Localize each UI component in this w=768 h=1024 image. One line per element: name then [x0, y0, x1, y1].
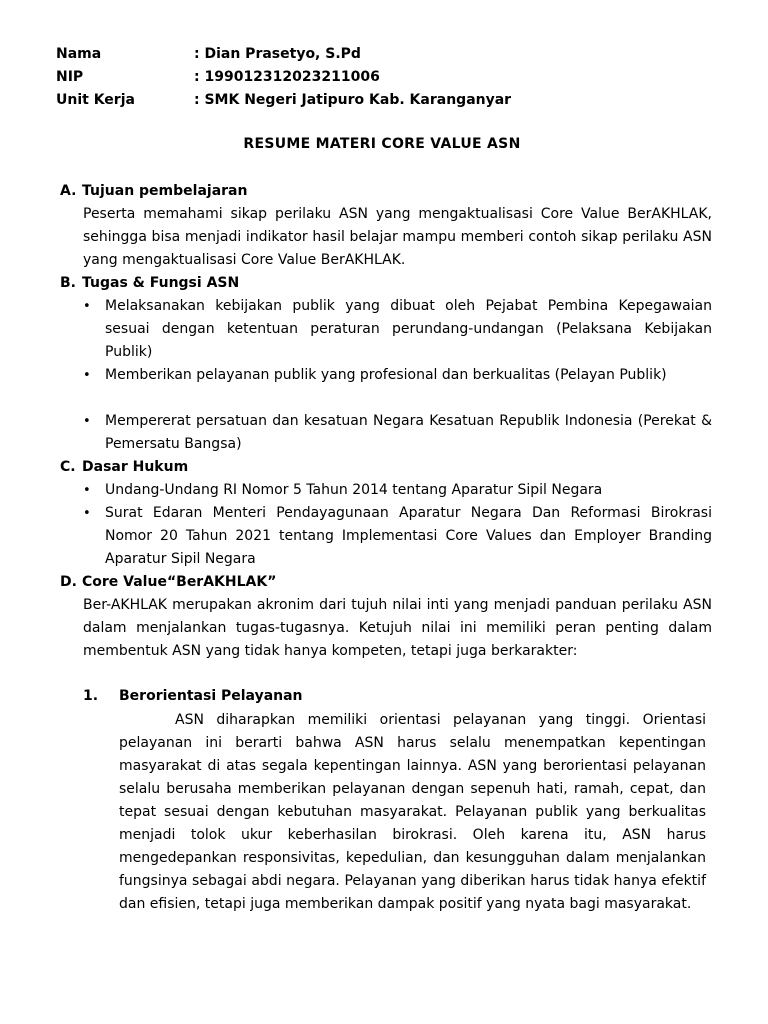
bullet-text: Surat Edaran Menteri Pendayagunaan Aparatur Negara Dan Reformasi Birokrasi Nomor 20 Tahun 2021 tentang Implementasi Core Values dan Employer Branding Aparatur Sipil Negara	[105, 505, 712, 567]
unit-kerja-label: Unit Kerja	[56, 92, 135, 108]
section-b-heading	[60, 273, 239, 293]
section-c-title: Dasar Hukum	[82, 459, 189, 475]
document-title: RESUME MATERI CORE VALUE ASN	[243, 136, 521, 152]
bullet-text: Mempererat persatuan dan kesatuan Negara Kesatuan Republik Indonesia (Perekat & Pemersatu Bangsa)	[105, 413, 712, 452]
section-a-title: Tujuan pembelajaran	[82, 183, 248, 199]
section-c-heading	[60, 457, 188, 477]
section-b-title: Tugas & Fungsi ASN	[82, 275, 240, 291]
section-c-letter: C.	[60, 459, 76, 475]
nip-label: NIP	[56, 69, 84, 85]
bullet-icon: •	[83, 368, 91, 383]
core-value-item-text: ASN diharapkan memiliki orientasi pelayanan yang tinggi. Orientasi pelayanan ini berarti bahwa ASN harus selalu menempatkan kepentingan masyarakat di atas segala kepentingan lainnya. ASN yang berorientasi pelayanan selalu berusaha memberikan pelayanan dengan sepenuh hati, ramah, cepat, dan tepat sesuai dengan kebutuhan masyarakat. Pelayanan publik yang berkualitas menjadi tolok ukur keberhasilan birokrasi. Oleh karena itu, ASN harus mengedepankan responsivitas, kepedulian, dan kesungguhan dalam menjalankan fungsinya sebagai abdi negara. Pelayanan yang diberikan harus tidak hanya efektif dan efisien, tetapi juga memberikan dampak positif yang nyata bagi masyarakat.	[119, 712, 706, 912]
bullet-icon: •	[83, 506, 91, 521]
section-d-letter: D.	[60, 574, 77, 590]
item-number: 1.	[83, 688, 99, 704]
section-a-letter: A.	[60, 183, 77, 199]
bullet-text: Undang-Undang RI Nomor 5 Tahun 2014 tentang Aparatur Sipil Negara	[105, 482, 603, 498]
nama-value: : Dian Prasetyo, S.Pd	[194, 46, 361, 62]
core-value-item-heading	[83, 686, 303, 706]
unit-kerja-value: : SMK Negeri Jatipuro Kab. Karanganyar	[194, 92, 512, 108]
section-d-paragraph: Ber-AKHLAK merupakan akronim dari tujuh nilai inti yang menjadi panduan perilaku ASN dalam menjalankan tugas-tugasnya. Ketujuh nilai ini memiliki peran penting dalam membentuk ASN yang tidak hanya kompeten, tetapi juga berkarakter:	[83, 597, 712, 659]
item-title: Berorientasi Pelayanan	[119, 688, 303, 704]
section-d-heading	[60, 572, 276, 592]
section-a-paragraph: Peserta memahami sikap perilaku ASN yang mengaktualisasi Core Value BerAKHLAK, sehingga bisa menjadi indikator hasil belajar mampu memberi contoh sikap perilaku ASN yang mengaktualisasi Core Value BerAKHLAK.	[83, 206, 712, 268]
bullet-icon: •	[83, 483, 91, 498]
bullet-text: Memberikan pelayanan publik yang profesional dan berkualitas (Pelayan Publik)	[105, 367, 667, 383]
section-b-letter: B.	[60, 275, 76, 291]
bullet-icon: •	[83, 414, 91, 429]
section-a-heading	[60, 181, 247, 201]
bullet-text: Melaksanakan kebijakan publik yang dibuat oleh Pejabat Pembina Kepegawaian sesuai dengan ketentuan peraturan perundang-undangan (Pelaksana Kebijakan Publik)	[105, 298, 712, 360]
nip-value: : 199012312023211006	[194, 69, 380, 85]
section-d-title: Core Value“BerAKHLAK”	[82, 574, 277, 590]
bullet-icon: •	[83, 299, 91, 314]
nama-label: Nama	[56, 46, 102, 62]
